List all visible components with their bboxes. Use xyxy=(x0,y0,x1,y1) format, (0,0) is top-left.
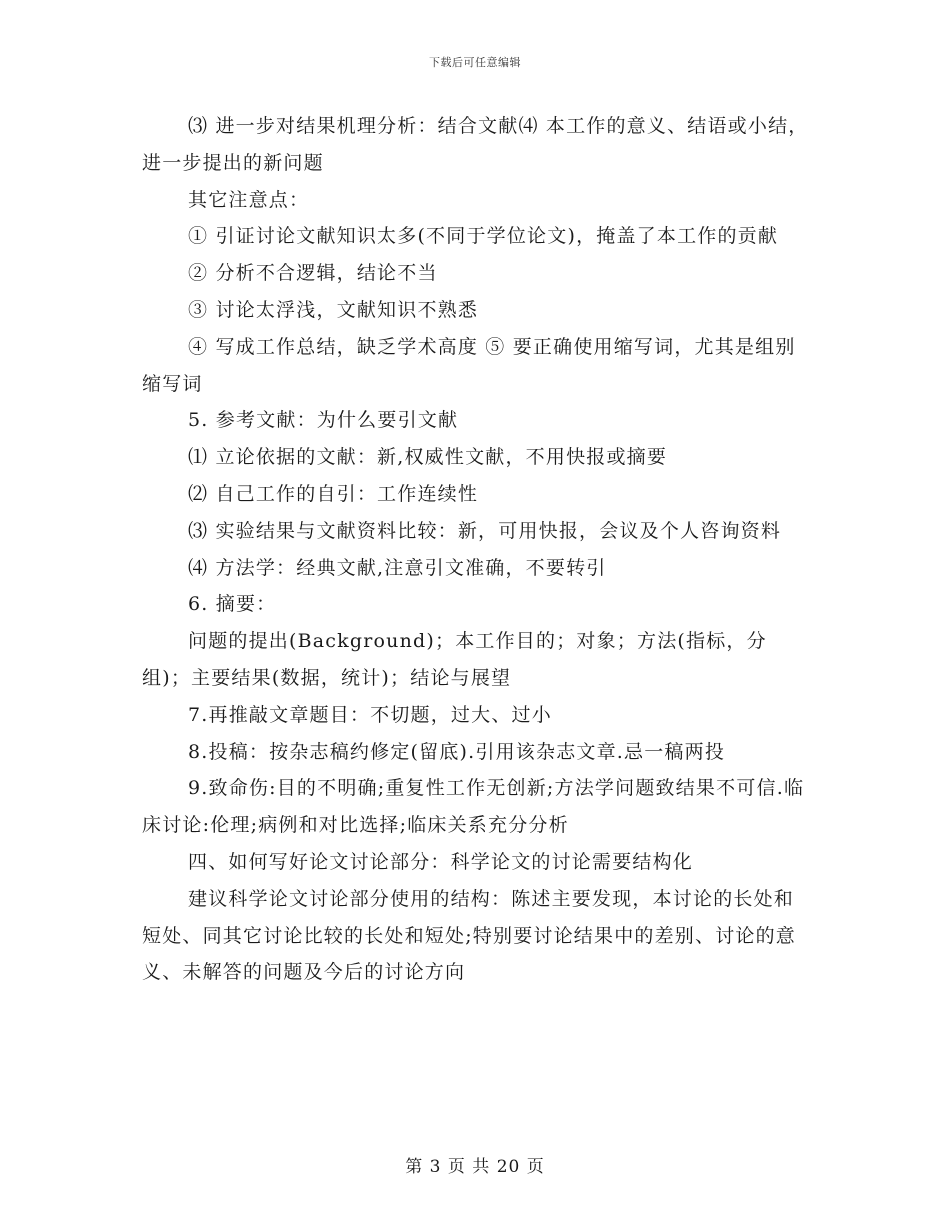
paragraph: 6. 摘要： xyxy=(188,593,277,616)
page-number: 第 3 页 共 20 页 xyxy=(405,1157,545,1177)
paragraph: ⑴ 立论依据的文献：新,权威性文献，不用快报或摘要 xyxy=(188,446,668,469)
paragraph: ⑵ 自己工作的自引：工作连续性 xyxy=(188,482,479,505)
section-heading: 四、如何写好论文讨论部分：科学论文的讨论需要结构化 xyxy=(188,850,694,873)
paragraph: ② 分析不合逻辑，结论不当 xyxy=(188,262,438,285)
paragraph: ① 引证讨论文献知识太多(不同于学位论文)，掩盖了本工作的贡献 xyxy=(188,225,779,248)
paragraph: 5. 参考文献：为什么要引文献 xyxy=(188,409,459,432)
paragraph: 建议科学论文讨论部分使用的结构：陈述主要发现，本讨论的长处和短处、同其它讨论比较的长处和短处;特别要讨论结果中的差别、讨论的意义、未解答的问题及今后的讨论方向 xyxy=(142,887,797,984)
paragraph: 其它注意点： xyxy=(188,188,310,211)
paragraph: 9.致命伤:目的不明确;重复性工作无创新;方法学问题致结果不可信.临床讨论:伦理;病例和对比选择;临床关系充分分析 xyxy=(142,777,805,837)
paragraph: ⑶ 进一步对结果机理分析：结合文献⑷ 本工作的意义、结语或小结，进一步提出的新问题 xyxy=(142,115,809,174)
paragraph: 7.再推敲文章题目：不切题，过大、过小 xyxy=(188,703,552,726)
paragraph: 问题的提出(Background)；本工作目的；对象；方法(指标，分组)；主要结果(数据，统计)；结论与展望 xyxy=(142,630,767,689)
document-body xyxy=(142,108,814,991)
page-header: 下载后可任意编辑 xyxy=(429,56,521,69)
paragraph: ③ 讨论太浮浅，文献知识不熟悉 xyxy=(188,298,479,321)
paragraph: ⑶ 实验结果与文献资料比较：新，可用快报，会议及个人咨询资料 xyxy=(188,519,782,542)
paragraph: 8.投稿：按杂志稿约修定(留底).引用该杂志文章.忌一稿两投 xyxy=(188,740,726,763)
paragraph: ⑷ 方法学：经典文献,注意引文准确，不要转引 xyxy=(188,556,607,579)
paragraph: ④ 写成工作总结，缺乏学术高度 ⑤ 要正确使用缩写词，尤其是组别缩写词 xyxy=(142,335,796,395)
